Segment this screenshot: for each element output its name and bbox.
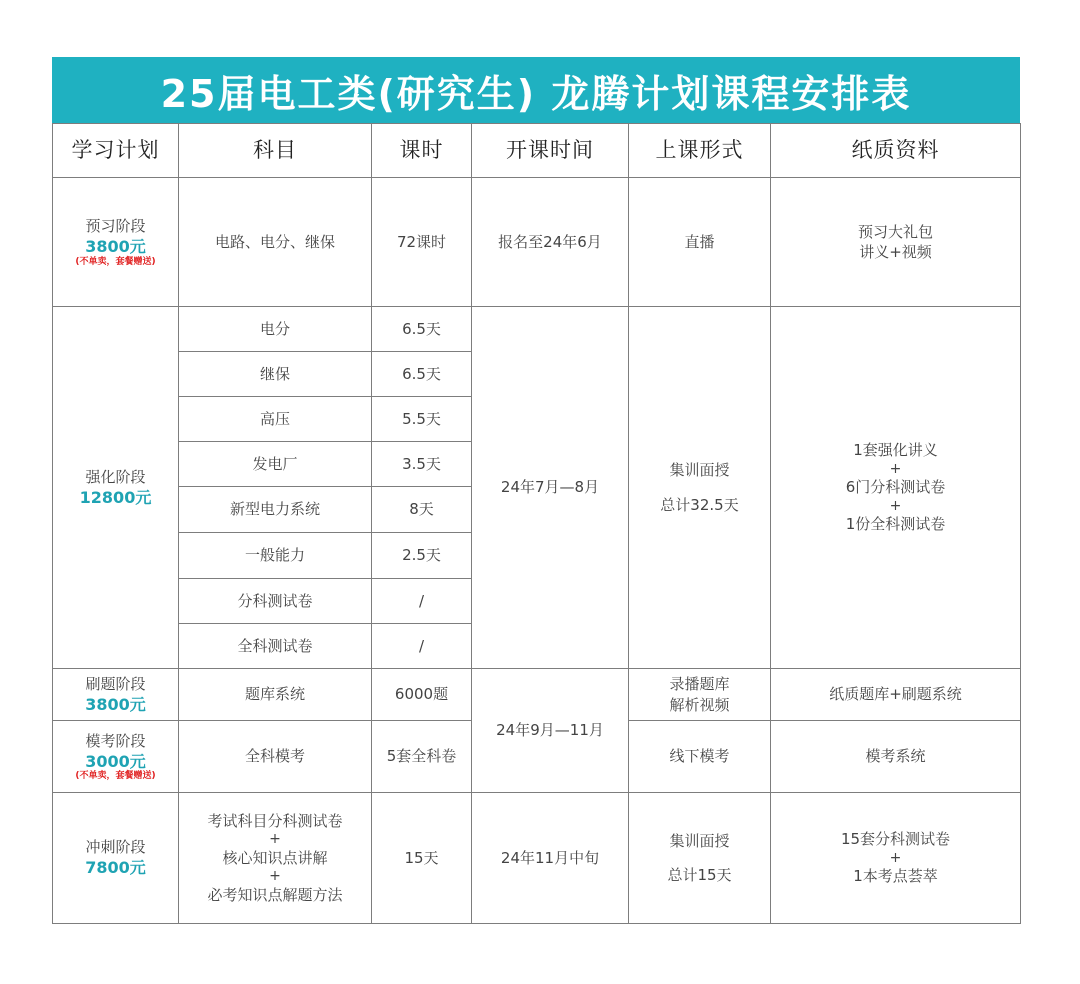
stage-note: (不单卖，套餐赠送) xyxy=(75,256,156,267)
subject-cell: 全科模考 xyxy=(179,721,372,793)
schedule-sheet xyxy=(52,57,1020,924)
format-cell xyxy=(629,793,771,924)
format-line: 集训面授 xyxy=(669,461,730,480)
schedule-table xyxy=(52,123,1021,924)
hours-cell: 8天 xyxy=(372,487,472,533)
stage-price: 3800元 xyxy=(85,237,146,257)
subject-line: 考试科目分科测试卷 xyxy=(207,811,343,830)
format-line: 总计32.5天 xyxy=(660,495,739,514)
subject-cell: 全科测试卷 xyxy=(179,624,372,669)
page-title: 25届电工类(研究生) 龙腾计划课程安排表 xyxy=(52,57,1020,123)
stage-cell-strengthen xyxy=(53,307,179,669)
stage-cell-drill xyxy=(53,669,179,721)
materials-line: 1份全科测试卷 xyxy=(845,515,946,534)
hours-cell: 2.5天 xyxy=(372,533,472,579)
hours-cell: 5.5天 xyxy=(372,397,472,442)
hours-cell: 15天 xyxy=(372,793,472,924)
materials-cell: 纸质题库+刷题系统 xyxy=(771,669,1021,721)
stage-name: 冲刺阶段 xyxy=(85,838,146,857)
materials-line: 1套强化讲义 xyxy=(853,441,938,460)
materials-cell xyxy=(771,178,1021,307)
header-plan: 学习计划 xyxy=(53,124,179,178)
stage-name: 模考阶段 xyxy=(85,731,146,750)
start-cell: 24年9月—11月 xyxy=(472,669,629,793)
format-cell: 线下模考 xyxy=(629,721,771,793)
stage-price: 7800元 xyxy=(85,858,146,878)
stage-price: 3800元 xyxy=(85,694,146,714)
stage-cell-mock xyxy=(53,721,179,793)
table-row-sprint xyxy=(53,793,1021,924)
header-row xyxy=(53,124,1021,178)
header-materials: 纸质资料 xyxy=(771,124,1021,178)
stage-note: (不单卖，套餐赠送) xyxy=(75,771,156,782)
materials-line: 预习大礼包 xyxy=(857,222,933,241)
plus-sign: + xyxy=(889,497,902,514)
hours-cell: / xyxy=(372,579,472,624)
hours-cell: 6000题 xyxy=(372,669,472,721)
format-line: 录播题库 xyxy=(669,675,730,694)
subject-cell: 继保 xyxy=(179,352,372,397)
stage-name: 预习阶段 xyxy=(85,217,146,236)
materials-line: 6门分科测试卷 xyxy=(845,478,946,497)
plus-sign: + xyxy=(889,460,902,477)
start-cell: 报名至24年6月 xyxy=(472,178,629,307)
hours-cell: 3.5天 xyxy=(372,442,472,487)
stage-price: 3000元 xyxy=(85,751,146,771)
subject-cell: 题库系统 xyxy=(179,669,372,721)
table-row-preview xyxy=(53,178,1021,307)
stage-price: 12800元 xyxy=(79,487,152,507)
plus-sign: + xyxy=(269,868,281,885)
hours-cell: 5套全科卷 xyxy=(372,721,472,793)
subject-cell: 高压 xyxy=(179,397,372,442)
format-line: 集训面授 xyxy=(669,831,730,850)
subject-cell: 电路、电分、继保 xyxy=(179,178,372,307)
header-format: 上课形式 xyxy=(629,124,771,178)
subject-line: 必考知识点解题方法 xyxy=(207,885,343,904)
hours-cell: 6.5天 xyxy=(372,352,472,397)
table-row-strengthen xyxy=(53,307,1021,352)
hours-cell: 72课时 xyxy=(372,178,472,307)
start-cell: 24年7月—8月 xyxy=(472,307,629,669)
header-subject: 科目 xyxy=(179,124,372,178)
subject-cell: 新型电力系统 xyxy=(179,487,372,533)
stage-cell-preview xyxy=(53,178,179,307)
table-row-drill xyxy=(53,669,1021,721)
stage-name: 刷题阶段 xyxy=(85,674,146,693)
hours-cell: 6.5天 xyxy=(372,307,472,352)
plus-sign: + xyxy=(269,831,281,848)
subject-cell: 电分 xyxy=(179,307,372,352)
materials-cell xyxy=(771,307,1021,669)
subject-cell: 发电厂 xyxy=(179,442,372,487)
header-hours: 课时 xyxy=(372,124,472,178)
materials-cell xyxy=(771,793,1021,924)
subject-line: 核心知识点讲解 xyxy=(222,848,328,867)
format-line: 解析视频 xyxy=(669,695,730,714)
header-start: 开课时间 xyxy=(472,124,629,178)
materials-line: 1本考点荟萃 xyxy=(853,867,938,886)
materials-cell: 模考系统 xyxy=(771,721,1021,793)
start-cell: 24年11月中旬 xyxy=(472,793,629,924)
plus-sign: + xyxy=(889,849,902,866)
format-line: 总计15天 xyxy=(667,866,732,884)
stage-cell-sprint xyxy=(53,793,179,924)
materials-line: 讲义+视频 xyxy=(859,243,932,261)
format-cell xyxy=(629,307,771,669)
materials-line: 15套分科测试卷 xyxy=(840,830,951,849)
format-cell xyxy=(629,669,771,721)
subject-cell: 一般能力 xyxy=(179,533,372,579)
subject-cell: 分科测试卷 xyxy=(179,579,372,624)
subject-cell xyxy=(179,793,372,924)
format-cell: 直播 xyxy=(629,178,771,307)
hours-cell: / xyxy=(372,624,472,669)
stage-name: 强化阶段 xyxy=(85,467,146,486)
